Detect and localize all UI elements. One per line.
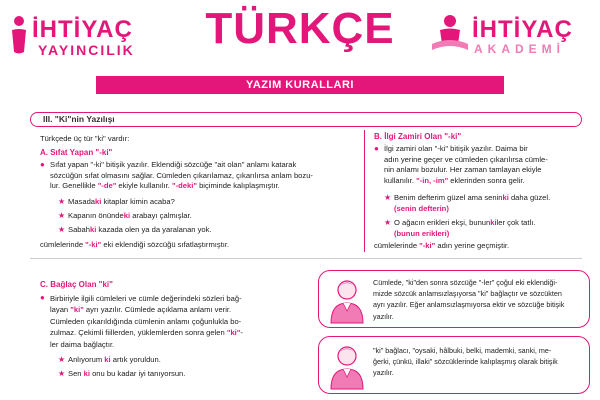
part-a-line: sözcüğün sıfat olmasını sağlar. Cümleden çıkarılamaz, çıkarılırsa anlam bozu- — [50, 170, 313, 180]
text-run: daha güzel. — [508, 193, 551, 202]
text-run: cümlelerinde — [40, 240, 86, 249]
part-c-example — [68, 369, 185, 380]
text-run: ler çok tatlı. — [496, 218, 536, 227]
highlight-run: "ki" — [226, 328, 241, 338]
part-b-line: nin anlamı bozulur. Her zaman tamlayan ekiyle — [384, 165, 542, 175]
star-icon: ★ — [58, 355, 66, 364]
highlight-run: "-de" — [97, 181, 117, 191]
star-icon: ★ — [384, 193, 392, 202]
part-a-line — [50, 181, 360, 192]
text-run: artık yoruldun. — [110, 355, 161, 364]
highlight-run: ki — [95, 197, 102, 206]
part-b-example — [394, 193, 589, 214]
text-run: cümlelerinde — [374, 241, 420, 250]
star-icon: ★ — [58, 211, 66, 220]
highlight-run: "-ki" — [85, 240, 102, 249]
section-title-bar — [30, 112, 582, 127]
note-line: mizde sözcük anlamsızlaşıyorsa "ki" bağlaçtır ve sözcükten — [373, 289, 562, 299]
info-note — [318, 270, 590, 328]
part-c-line — [50, 304, 312, 315]
part-b-line: İlgi zamiri olan "-ki" bitişik yazılır. Daima bir — [384, 144, 528, 153]
note-line: Cümlede, "ki"den sonra sözcüğe "-ler" çoğul eki eklendiği- — [373, 278, 558, 287]
part-a-example — [68, 225, 212, 236]
part-b-heading: B. İlgi Zamiri Olan "-ki" — [374, 132, 462, 141]
text-run: Masada — [68, 197, 96, 206]
bullet-icon: ● — [40, 160, 45, 169]
section-banner: YAZIM KURALLARI — [96, 76, 504, 94]
right-brand-sub: AKADEMİ — [474, 42, 565, 56]
info-note — [318, 336, 590, 394]
part-a-example — [68, 197, 175, 208]
text-run: kazada olen ya da yaralanan yok. — [96, 225, 212, 234]
part-c-example — [68, 355, 161, 366]
part-b-body — [384, 144, 584, 186]
ihtiyac-akademi-logo — [430, 10, 595, 62]
part-c-line: ler daima bağlaçtır. — [50, 339, 115, 349]
text-run: lur. Genellikle — [50, 181, 98, 191]
note-text — [373, 277, 587, 322]
highlight-run: "-ki" — [419, 241, 436, 250]
person-mark-icon — [8, 14, 30, 56]
part-a-heading: A. Sıfat Yapan "-ki" — [40, 148, 113, 157]
text-run: kullanılır. — [384, 175, 417, 185]
example-line — [394, 218, 589, 229]
text-run: eki eklendiği sözcüğü sıfatlaştırmıştır. — [101, 240, 230, 249]
star-icon: ★ — [384, 218, 392, 227]
part-a-footer — [40, 240, 229, 251]
note-line: ayrı yazılır. Eğer anlamsızlaşmıyorsa ektir ve sözcüğe bitişik — [373, 300, 565, 310]
text-run: biçiminde kalıplaşmıştır. — [196, 181, 280, 191]
text-run: zulmaz. Çekimli fiillerden, yüklemlerden sonra gelen — [50, 328, 227, 338]
highlight-run: "-in, -im" — [416, 175, 449, 185]
left-brand-sub: YAYINCILIK — [38, 42, 135, 58]
section-divider — [30, 258, 582, 259]
note-line: yazılır. — [373, 368, 394, 378]
teacher-avatar-icon — [325, 343, 369, 391]
note-line: yazılır. — [373, 311, 394, 321]
highlight-run: ki — [104, 355, 111, 364]
highlight-run: ki — [502, 193, 509, 202]
example-note: (senin defterin) — [394, 203, 449, 213]
text-run: eklerinden sonra gelir. — [448, 175, 525, 185]
bullet-icon: ● — [374, 144, 379, 153]
part-c-line: Birbiriyle ilgili cümleleri ve cümle değerindeki sözleri bağ- — [50, 294, 242, 303]
text-run: onu bu kadar iyi tanıyorsun. — [89, 369, 186, 378]
highlight-run: ki — [490, 218, 497, 227]
column-divider — [364, 130, 365, 252]
page-header — [0, 0, 600, 66]
highlight-run: ki — [83, 369, 90, 378]
text-run: kitaplar kimin acaba? — [101, 197, 175, 206]
note-line: "ki" bağlacı, "oysaki, hâlbuki, belki, mademki, sanki, me- — [373, 346, 552, 355]
intro-text: Türkçede üç tür "ki" vardır: — [40, 134, 130, 143]
highlight-run: "ki" — [70, 305, 84, 315]
ihtiyac-yayincilik-logo — [8, 10, 178, 62]
highlight-run: ki — [89, 225, 97, 234]
part-b-footer — [374, 241, 509, 252]
text-run: layan — [50, 305, 71, 315]
text-run: Sen — [68, 369, 84, 378]
text-run: - — [240, 328, 243, 338]
text-run: Sabah — [68, 225, 90, 234]
note-text — [373, 345, 587, 379]
person-reading-icon — [430, 14, 470, 56]
part-b-line — [384, 176, 584, 187]
right-brand-text: İHTİYAÇ — [472, 16, 573, 43]
star-icon: ★ — [58, 369, 66, 378]
part-c-body — [50, 293, 312, 350]
part-b-line: adın yerine geçer ve cümleden çıkarılırsa cümle- — [384, 154, 548, 164]
highlight-run: "-deki" — [172, 181, 197, 191]
text-run: adın yerine geçmiştir. — [435, 241, 510, 250]
text-run: O ağacın erikleri ekşi, bunun — [394, 218, 491, 227]
text-run: Kapanın önünde — [68, 211, 124, 220]
example-note: (bunun erikleri) — [394, 228, 450, 238]
page-title: TÜRKÇE — [205, 4, 395, 53]
star-icon: ★ — [58, 225, 66, 234]
text-run: ekiyle kullanılır. — [116, 181, 173, 191]
star-icon: ★ — [58, 197, 66, 206]
note-line: ğerki, çünkü, illaki" sözcüklerinde kalıplaşmış olarak bitişik — [373, 357, 558, 367]
example-line — [394, 193, 589, 204]
part-c-line — [50, 327, 312, 338]
text-run: ayrı yazılır. Cümlede açıklama anlamı verir. — [83, 305, 232, 315]
text-run: Anlıyorum — [68, 355, 105, 364]
highlight-run: ki — [123, 211, 131, 220]
text-run: arabayı çalmışlar. — [130, 211, 192, 220]
part-b-example — [394, 218, 589, 239]
bullet-icon: ● — [40, 293, 45, 302]
part-c-line: Cümleden çıkarıldığında cümlenin anlamı çoğunlukla bo- — [50, 316, 242, 326]
part-c-heading: C. Bağlaç Olan "ki" — [40, 280, 113, 289]
teacher-avatar-icon — [325, 277, 369, 325]
section-title: III. "Ki"nin Yazılışı — [43, 114, 115, 124]
left-brand-text: İHTİYAÇ — [32, 16, 133, 43]
part-a-line: Sıfat yapan "-ki" bitişik yazılır. Eklendiği sözcüğe "ait olan" anlamı katarak — [50, 160, 297, 169]
text-run: Benim defterim güzel ama senin — [394, 193, 503, 202]
part-a-body — [50, 160, 360, 192]
part-a-example — [68, 211, 192, 222]
